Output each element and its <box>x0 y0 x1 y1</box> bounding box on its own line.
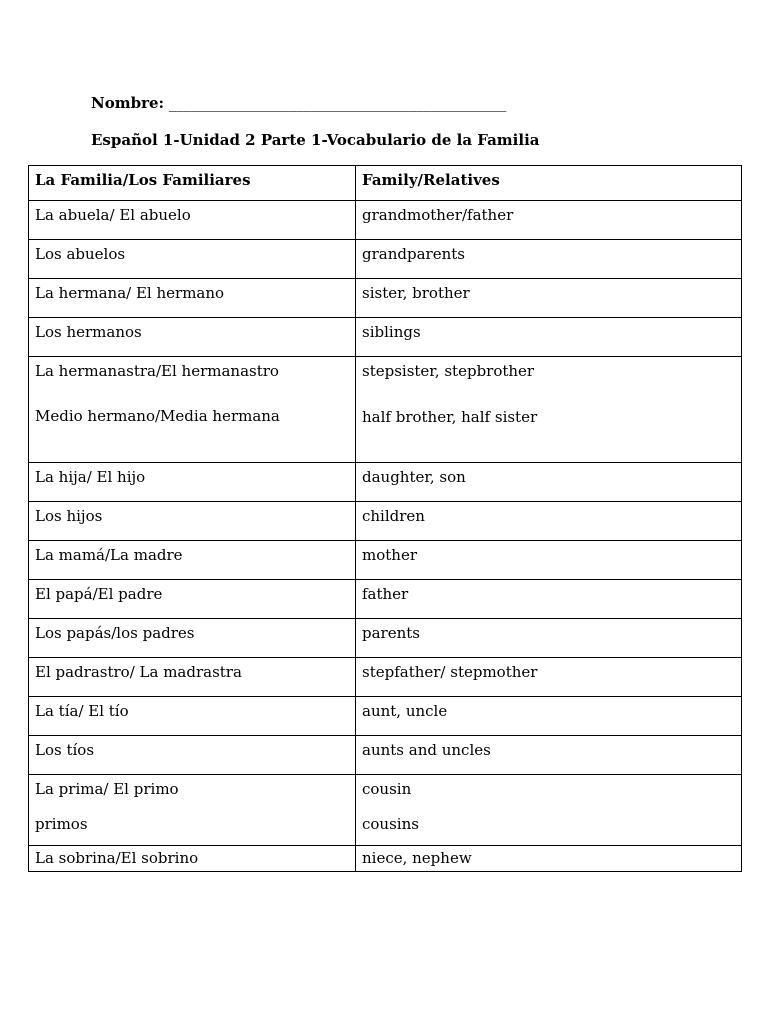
spanish-term: Los tíos <box>29 736 356 775</box>
english-term: aunts and uncles <box>356 736 742 775</box>
table-row <box>29 279 742 318</box>
spanish-term: La prima/ El primo <box>35 780 179 798</box>
english-term: half brother, half sister <box>362 408 538 426</box>
spanish-term: Los papás/los padres <box>29 619 356 658</box>
english-term-cell <box>356 775 742 846</box>
column-header-spanish: La Familia/Los Familiares <box>29 166 356 201</box>
table-row <box>29 736 742 775</box>
english-term: sister, brother <box>356 279 742 318</box>
spanish-term: La hermanastra/El hermanastro <box>35 362 279 380</box>
table-row <box>29 775 742 846</box>
english-term: cousins <box>362 815 419 833</box>
table-row <box>29 697 742 736</box>
english-term: mother <box>356 541 742 580</box>
table-row <box>29 619 742 658</box>
spanish-term: La hermana/ El hermano <box>29 279 356 318</box>
english-term: siblings <box>356 318 742 357</box>
spanish-term: El papá/El padre <box>29 580 356 619</box>
english-term: parents <box>356 619 742 658</box>
spanish-term: La tía/ El tío <box>29 697 356 736</box>
english-term: children <box>356 502 742 541</box>
spanish-term: La sobrina/El sobrino <box>29 846 356 872</box>
english-term-cell <box>356 357 742 463</box>
spanish-term-cell <box>29 357 356 463</box>
spanish-term: Los hermanos <box>29 318 356 357</box>
english-term: stepfather/ stepmother <box>356 658 742 697</box>
spanish-term: Los hijos <box>29 502 356 541</box>
table-row <box>29 658 742 697</box>
english-term: stepsister, stepbrother <box>362 362 535 380</box>
name-blank: _____________________________________________ <box>168 94 507 112</box>
table-row <box>29 240 742 279</box>
english-term: daughter, son <box>356 463 742 502</box>
column-header-english: Family/Relatives <box>356 166 742 201</box>
spanish-term: La abuela/ El abuelo <box>29 201 356 240</box>
table-row <box>29 580 742 619</box>
table-row <box>29 463 742 502</box>
spanish-term: Medio hermano/Media hermana <box>35 407 280 425</box>
table-header-row <box>29 166 742 201</box>
table-row <box>29 846 742 872</box>
english-term: aunt, uncle <box>356 697 742 736</box>
english-term: father <box>356 580 742 619</box>
spanish-term: El padrastro/ La madrastra <box>29 658 356 697</box>
table-row <box>29 502 742 541</box>
spanish-term: primos <box>35 815 88 833</box>
page-title: Español 1-Unidad 2 Parte 1-Vocabulario de la Familia <box>91 131 540 149</box>
english-term: niece, nephew <box>356 846 742 872</box>
english-term: grandparents <box>356 240 742 279</box>
table-row <box>29 318 742 357</box>
spanish-term-cell <box>29 775 356 846</box>
english-term: cousin <box>362 780 412 798</box>
spanish-term: La hija/ El hijo <box>29 463 356 502</box>
spanish-term: Los abuelos <box>29 240 356 279</box>
name-field-line <box>91 94 506 112</box>
vocabulary-table <box>28 165 742 872</box>
spanish-term: La mamá/La madre <box>29 541 356 580</box>
name-label: Nombre: <box>91 94 165 112</box>
english-term: grandmother/father <box>356 201 742 240</box>
table-row <box>29 541 742 580</box>
table-row <box>29 201 742 240</box>
table-row <box>29 357 742 463</box>
